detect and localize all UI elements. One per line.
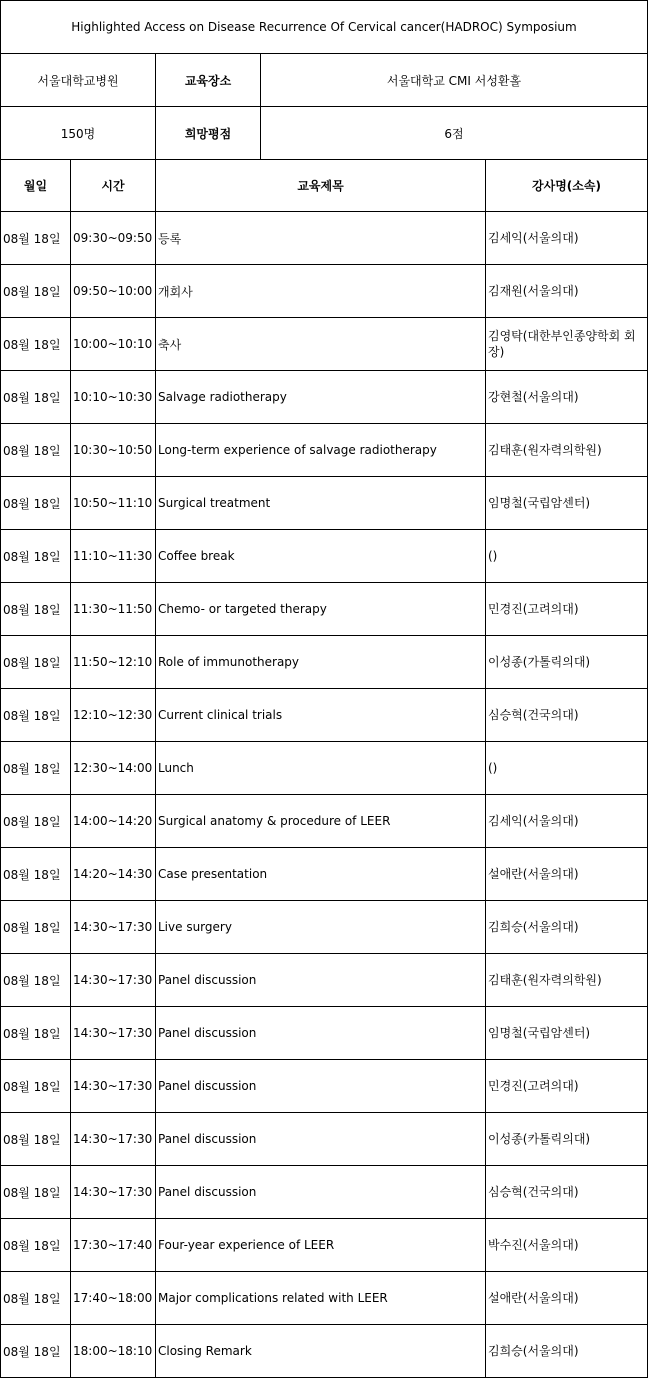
table-row bbox=[1, 689, 648, 742]
table-row bbox=[1, 265, 648, 318]
column-header-speaker: 강사명(소속) bbox=[486, 160, 648, 212]
session-time: 14:30~17:30 bbox=[71, 901, 156, 954]
session-time: 17:40~18:00 bbox=[71, 1272, 156, 1325]
session-time: 10:00~10:10 bbox=[71, 318, 156, 371]
session-time: 10:30~10:50 bbox=[71, 424, 156, 477]
table-row bbox=[1, 1060, 648, 1113]
session-topic: Surgical anatomy & procedure of LEER bbox=[156, 795, 486, 848]
session-speaker: 설애란(서울의대) bbox=[486, 848, 648, 901]
session-date: 08월 18일 bbox=[1, 954, 71, 1007]
session-topic: Salvage radiotherapy bbox=[156, 371, 486, 424]
session-topic: Coffee break bbox=[156, 530, 486, 583]
session-speaker: 임명철(국립암센터) bbox=[486, 477, 648, 530]
session-date: 08월 18일 bbox=[1, 689, 71, 742]
session-speaker: 김태훈(원자력의학원) bbox=[486, 424, 648, 477]
session-date: 08월 18일 bbox=[1, 1272, 71, 1325]
session-time: 09:30~09:50 bbox=[71, 212, 156, 265]
session-speaker: 김재원(서울의대) bbox=[486, 265, 648, 318]
table-row bbox=[1, 954, 648, 1007]
session-time: 11:50~12:10 bbox=[71, 636, 156, 689]
session-date: 08월 18일 bbox=[1, 636, 71, 689]
table-row bbox=[1, 318, 648, 371]
session-time: 14:30~17:30 bbox=[71, 1007, 156, 1060]
session-speaker: 설애란(서울의대) bbox=[486, 1272, 648, 1325]
session-topic: Panel discussion bbox=[156, 1113, 486, 1166]
column-header-date: 월일 bbox=[1, 160, 71, 212]
session-topic: 축사 bbox=[156, 318, 486, 371]
table-row bbox=[1, 212, 648, 265]
session-speaker: 김세익(서울의대) bbox=[486, 795, 648, 848]
table-row bbox=[1, 1219, 648, 1272]
session-date: 08월 18일 bbox=[1, 1113, 71, 1166]
session-speaker: 김태훈(원자력의학원) bbox=[486, 954, 648, 1007]
session-speaker: () bbox=[486, 530, 648, 583]
session-date: 08월 18일 bbox=[1, 1007, 71, 1060]
session-date: 08월 18일 bbox=[1, 795, 71, 848]
venue-label: 교육장소 bbox=[156, 54, 261, 107]
rating-value: 6점 bbox=[261, 107, 648, 160]
host-institution: 서울대학교병원 bbox=[1, 54, 156, 107]
rating-label: 희망평점 bbox=[156, 107, 261, 160]
session-time: 09:50~10:00 bbox=[71, 265, 156, 318]
column-header-time: 시간 bbox=[71, 160, 156, 212]
session-speaker: 김영탁(대한부인종양학회 회장) bbox=[486, 318, 648, 371]
table-row bbox=[1, 477, 648, 530]
session-time: 18:00~18:10 bbox=[71, 1325, 156, 1378]
table-row bbox=[1, 1272, 648, 1325]
session-topic: Panel discussion bbox=[156, 954, 486, 1007]
session-date: 08월 18일 bbox=[1, 1166, 71, 1219]
table-row bbox=[1, 371, 648, 424]
session-date: 08월 18일 bbox=[1, 212, 71, 265]
table-row bbox=[1, 583, 648, 636]
session-topic: Major complications related with LEER bbox=[156, 1272, 486, 1325]
table-row bbox=[1, 795, 648, 848]
session-time: 14:30~17:30 bbox=[71, 1113, 156, 1166]
session-topic: Live surgery bbox=[156, 901, 486, 954]
session-topic: Role of immunotherapy bbox=[156, 636, 486, 689]
session-topic: Long-term experience of salvage radiotherapy bbox=[156, 424, 486, 477]
table-row bbox=[1, 1113, 648, 1166]
session-time: 11:30~11:50 bbox=[71, 583, 156, 636]
table-row bbox=[1, 636, 648, 689]
session-topic: Panel discussion bbox=[156, 1007, 486, 1060]
table-row bbox=[1, 530, 648, 583]
session-speaker: 김희승(서울의대) bbox=[486, 901, 648, 954]
session-speaker: 김희승(서울의대) bbox=[486, 1325, 648, 1378]
venue-value: 서울대학교 CMI 서성환홀 bbox=[261, 54, 648, 107]
session-speaker: 박수진(서울의대) bbox=[486, 1219, 648, 1272]
table-row bbox=[1, 1325, 648, 1378]
session-speaker: 이성종(가톨릭의대) bbox=[486, 636, 648, 689]
session-time: 12:30~14:00 bbox=[71, 742, 156, 795]
session-time: 14:30~17:30 bbox=[71, 1166, 156, 1219]
session-time: 14:00~14:20 bbox=[71, 795, 156, 848]
session-topic: Lunch bbox=[156, 742, 486, 795]
session-date: 08월 18일 bbox=[1, 1325, 71, 1378]
session-time: 17:30~17:40 bbox=[71, 1219, 156, 1272]
session-topic: Case presentation bbox=[156, 848, 486, 901]
session-time: 14:30~17:30 bbox=[71, 1060, 156, 1113]
session-date: 08월 18일 bbox=[1, 901, 71, 954]
session-time: 14:30~17:30 bbox=[71, 954, 156, 1007]
table-row bbox=[1, 424, 648, 477]
session-speaker: 이성종(카톨릭의대) bbox=[486, 1113, 648, 1166]
session-date: 08월 18일 bbox=[1, 742, 71, 795]
session-date: 08월 18일 bbox=[1, 318, 71, 371]
session-speaker: 민경진(고려의대) bbox=[486, 583, 648, 636]
session-date: 08월 18일 bbox=[1, 1060, 71, 1113]
session-date: 08월 18일 bbox=[1, 1219, 71, 1272]
session-date: 08월 18일 bbox=[1, 530, 71, 583]
session-date: 08월 18일 bbox=[1, 265, 71, 318]
symposium-title: Highlighted Access on Disease Recurrence Of Cervical cancer(HADROC) Symposium bbox=[1, 1, 648, 54]
session-speaker: 임명철(국립암센터) bbox=[486, 1007, 648, 1060]
session-topic: Panel discussion bbox=[156, 1166, 486, 1219]
session-topic: Current clinical trials bbox=[156, 689, 486, 742]
session-date: 08월 18일 bbox=[1, 424, 71, 477]
session-topic: 등록 bbox=[156, 212, 486, 265]
session-date: 08월 18일 bbox=[1, 583, 71, 636]
column-header-topic: 교육제목 bbox=[156, 160, 486, 212]
table-row bbox=[1, 742, 648, 795]
session-speaker: 강현철(서울의대) bbox=[486, 371, 648, 424]
session-date: 08월 18일 bbox=[1, 848, 71, 901]
session-speaker: 심승혁(건국의대) bbox=[486, 689, 648, 742]
session-time: 10:50~11:10 bbox=[71, 477, 156, 530]
session-speaker: 심승혁(건국의대) bbox=[486, 1166, 648, 1219]
session-speaker: 민경진(고려의대) bbox=[486, 1060, 648, 1113]
session-topic: Four-year experience of LEER bbox=[156, 1219, 486, 1272]
session-topic: 개회사 bbox=[156, 265, 486, 318]
table-row bbox=[1, 901, 648, 954]
session-speaker: () bbox=[486, 742, 648, 795]
session-topic: Chemo- or targeted therapy bbox=[156, 583, 486, 636]
session-topic: Surgical treatment bbox=[156, 477, 486, 530]
session-time: 10:10~10:30 bbox=[71, 371, 156, 424]
session-date: 08월 18일 bbox=[1, 371, 71, 424]
session-time: 14:20~14:30 bbox=[71, 848, 156, 901]
capacity-value: 150명 bbox=[1, 107, 156, 160]
session-date: 08월 18일 bbox=[1, 477, 71, 530]
table-row bbox=[1, 1166, 648, 1219]
session-time: 11:10~11:30 bbox=[71, 530, 156, 583]
session-topic: Panel discussion bbox=[156, 1060, 486, 1113]
session-time: 12:10~12:30 bbox=[71, 689, 156, 742]
table-row bbox=[1, 1007, 648, 1060]
table-row bbox=[1, 848, 648, 901]
session-speaker: 김세익(서울의대) bbox=[486, 212, 648, 265]
session-topic: Closing Remark bbox=[156, 1325, 486, 1378]
